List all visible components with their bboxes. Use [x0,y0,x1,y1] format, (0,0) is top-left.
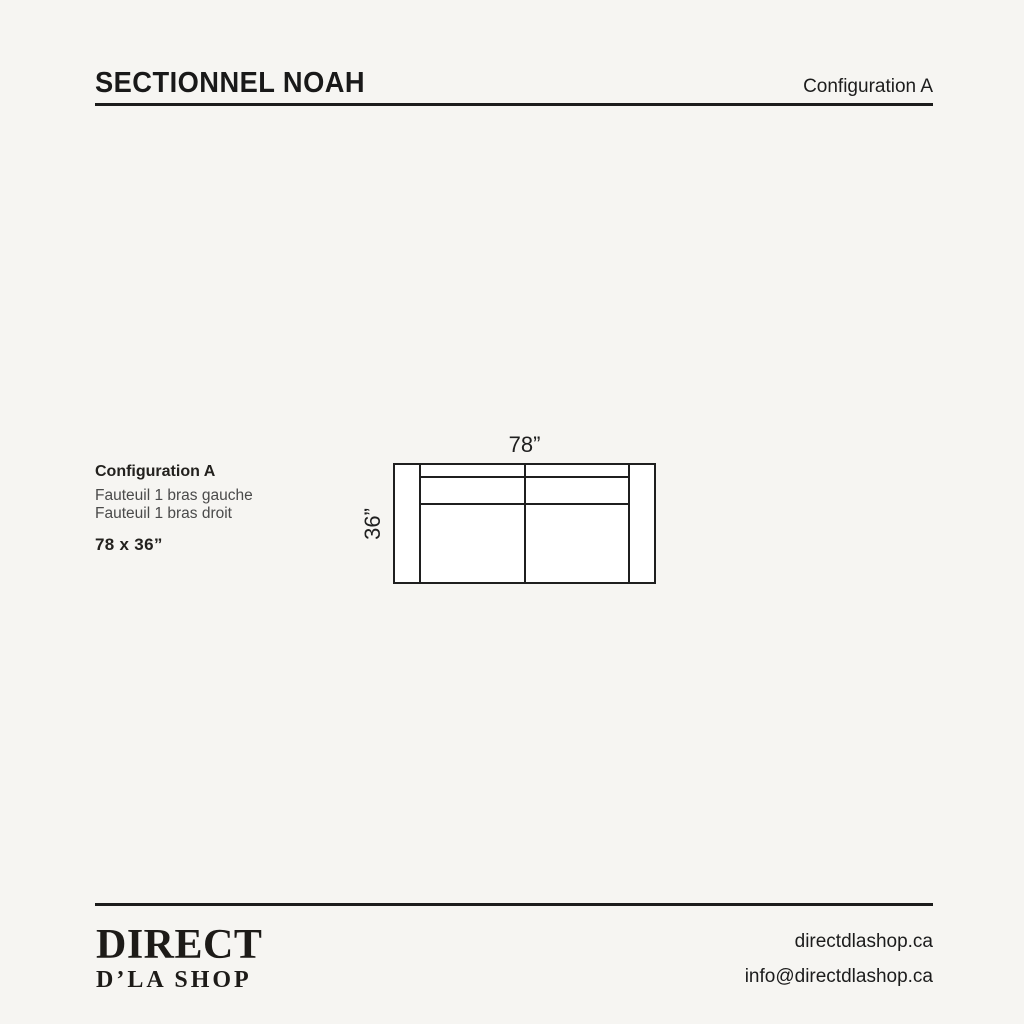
configuration-details [95,463,253,555]
sofa-right-arm [628,465,654,582]
footer-divider [95,903,933,906]
configuration-label: Configuration A [803,76,933,97]
brand-logo [96,924,262,992]
configuration-item: Fauteuil 1 bras droit [95,505,232,522]
brand-logo-line2: D’LA SHOP [96,967,252,993]
sofa-center-divider [524,465,526,582]
sofa-left-arm [395,465,421,582]
brand-logo-line1: DIRECT [96,922,263,968]
height-dimension-label: 36” [360,508,385,540]
header-divider [95,103,933,106]
sofa-top-view-diagram [393,463,656,584]
page-title: SECTIONNEL NOAH [95,67,366,99]
website-text: directdlashop.ca [794,931,933,952]
width-dimension-label: 78” [508,432,541,457]
configuration-item: Fauteuil 1 bras gauche [95,487,253,504]
overall-dimensions: 78 x 36” [95,535,163,554]
email-text: info@directdlashop.ca [744,966,933,987]
configuration-heading: Configuration A [95,463,216,480]
